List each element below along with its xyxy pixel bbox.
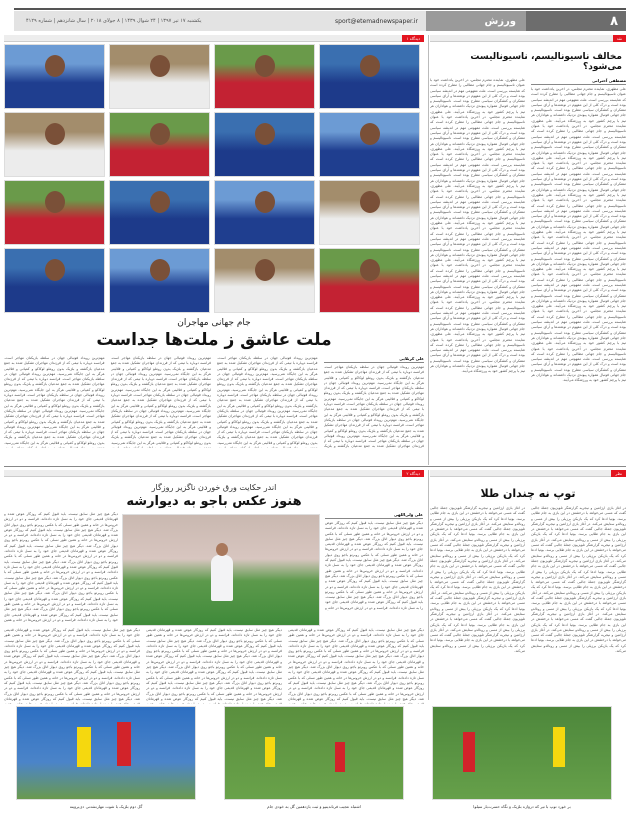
article-immigrants-text [4, 318, 424, 449]
author-name: مصطفی آخترانی [531, 78, 626, 85]
player-photo [319, 44, 420, 109]
section-tag: نقد [613, 35, 626, 42]
author-name: علی ولی‌اللهی [325, 512, 423, 519]
photo-caption: اشتباه عجیب فرناندینیو و ثبت بازدهمین گل به خودی جام [267, 804, 361, 809]
article-baggio [4, 470, 424, 513]
section-divider [4, 466, 626, 467]
match-photo-debruyne [16, 706, 196, 800]
page-number: ۸ [526, 11, 626, 31]
article-body: دیگر هیچ چیز مثل سابق نیست. باید قبول کنیم که روزگار عوض شده و قهرمانان قدیمی جای خود را به نسل تازه داده‌اند. فرانسه و دو در ارزش خروس‌ها در خانه و همین طور نسلی که با عکس روبرتو باجو روی دیوار اتاق بزرگ شد. دیگر هیچ چیز مثل سابق نیست. باید قبول کنیم که روزگار عوض شده و قهرمانان قدیمی جای خود را به نسل تازه داده‌اند. فرانسه و دو در ارزش خروس‌ها در خانه و همین طور نسلی که با عکس روبرتو باجو روی دیوار اتاق بزرگ شد. دیگر هیچ چیز مثل سابق نیست. باید قبول کنیم که روزگار عوض شده و قهرمانان قدیمی جای خود را به نسل تازه داده‌اند. فرانسه و دو در ارزش خروس‌ها در خانه و همین طور نسلی که با عکس روبرتو باجو روی دیوار اتاق بزرگ شد. دیگر هیچ چیز مثل سابق نیست. باید قبول کنیم که روزگار عوض شده و قهرمانان قدیمی جای خود را به نسل تازه داده‌اند. فرانسه و دو در ارزش خروس‌ها در خانه و همین طور نسلی که با عکس روبرتو باجو روی دیوار اتاق بزرگ شد. دیگر هیچ چیز مثل سابق نیست. باید قبول کنیم که روزگار عوض شده و قهرمانان قدیمی جای خود را به نسل تازه داده‌اند. فرانسه و دو در ارزش خروس‌ها در خانه و همین طور نسلی که با عکس روبرتو باجو روی دیوار اتاق بزرگ شد. دیگر هیچ چیز مثل سابق نیست. باید قبول کنیم که روزگار عوض شده و قهرمانان [288, 628, 424, 701]
section-tag: نظر [611, 470, 626, 477]
article-body: مهم‌ترین رویداد فوتبالی جهان در سلطه بازیکنان مهاجر است. فرانسه دوباره با تیمی که از فرزندان مهاجران تشکیل شده به جمع مدعیان بازگشته و بلژیک بدون روملو لوکاکو و کمپانی و فلائینی هرگز به این جایگاه نمی‌رسید. مهم‌ترین رویداد فوتبالی جهان در سلطه بازیکنان مهاجر است. فرانسه دوباره با تیمی که از فرزندان مهاجران تشکیل شده به جمع مدعیان بازگشته و بلژیک بدون روملو لوکاکو و کمپانی و فلائینی هرگز به این جایگاه نمی‌رسید. مهم‌ترین رویداد فوتبالی جهان در سلطه بازیکنان مهاجر است. فرانسه دوباره با تیمی که از فرزندان مهاجران تشکیل شده به جمع مدعیان بازگشته و بلژیک بدون روملو لوکاکو و کمپانی و فلائینی هرگز به این جایگاه نمی‌رسید. مهم‌ترین رویداد فوتبالی جهان در سلطه بازیکنان مهاجر است. فرانسه دوباره با تیمی که از فرزندان مهاجران تشکیل شده به جمع مدعیان بازگشته و بلژیک بدون روملو لوکاکو و کمپانی و فلائینی هرگز به این جایگاه نمی‌رسید. مهم‌ترین رویداد فوتبالی جهان در سلطه بازیکنان مهاجر است. فرانسه دوباره با تیمی که از فرزندان مهاجران تشکیل شده به جمع مدعیان بازگشته و بلژیک بدون روملو لوکاکو و کمپانی و فلائینی هرگز به این جایگاه نمی‌رسید. [110, 356, 211, 445]
player-photo [109, 180, 210, 245]
section-tag: دیدگاه ۲ [402, 470, 424, 477]
article-body: دیگر هیچ چیز مثل سابق نیست. باید قبول کنیم که روزگار عوض شده و قهرمانان قدیمی جای خود را به نسل تازه داده‌اند. فرانسه و دو در ارزش خروس‌ها در خانه و همین طور نسلی که با عکس روبرتو باجو روی دیوار اتاق بزرگ شد. دیگر هیچ چیز مثل سابق نیست. باید قبول کنیم که روزگار عوض شده و قهرمانان قدیمی جای خود را به نسل تازه داده‌اند. فرانسه و دو در ارزش خروس‌ها در خانه و همین طور نسلی که با عکس روبرتو باجو روی دیوار اتاق بزرگ شد. دیگر هیچ چیز مثل سابق نیست. باید قبول کنیم که روزگار عوض شده و قهرمانان قدیمی جای خود را به نسل تازه داده‌اند. فرانسه و دو در ارزش خروس‌ها در خانه و همین طور نسلی که با عکس روبرتو باجو روی دیوار اتاق بزرگ شد. دیگر هیچ چیز مثل سابق نیست. باید قبول کنیم که روزگار عوض شده و قهرمانان قدیمی جای خود را به نسل تازه داده‌اند. فرانسه و دو در ارزش خروس‌ها در خانه و همین طور نسلی که با عکس روبرتو باجو روی دیوار اتاق بزرگ شد. دیگر هیچ چیز مثل سابق نیست. باید قبول کنیم که روزگار عوض شده و قهرمانان قدیمی جای خود را به نسل تازه داده‌اند. فرانسه و دو در ارزش خروس‌ها در خانه و همین طور نسلی که با عکس روبرتو باجو روی دیوار اتاق بزرگ شد. دیگر هیچ چیز مثل سابق نیست. باید قبول کنیم که روزگار عوض شده و قهرمانان قدیمی جای خود را به نسل تازه داده‌اند. فرانسه و دو در ارزش خروس‌ها در خانه و همین طور نسلی که با عکس روبرتو باجو روی دیوار اتاق بزرگ شد. دیگر هیچ چیز مثل سابق نیست. باید قبول کنیم که روزگار عوض شده و قهرمانان قدیمی جای خود را به نسل تازه داده‌اند. فرانسه و دو در ارزش خروس‌ها در خانه و همین [4, 512, 118, 622]
article-immigrants [4, 35, 424, 42]
photo-caption: بر خورد توپ با تیر که دروازه بلژیک و نگاه حسرت‌بار سیلوا [473, 804, 571, 809]
article-critique [430, 35, 626, 470]
photo-caption: گل دوم بلژیک با شوت مهارنشدنی دی‌بروینه [69, 804, 143, 809]
player-photo [319, 112, 420, 177]
top-rule [14, 8, 626, 10]
player-photo [4, 248, 105, 313]
article-body: مهم‌ترین رویداد فوتبالی جهان در سلطه بازیکنان مهاجر است. فرانسه دوباره با تیمی که از فرزندان مهاجران تشکیل شده به جمع مدعیان بازگشته و بلژیک بدون روملو لوکاکو و کمپانی و فلائینی هرگز به این جایگاه نمی‌رسید. مهم‌ترین رویداد فوتبالی جهان در سلطه بازیکنان مهاجر است. فرانسه دوباره با تیمی که از فرزندان مهاجران تشکیل شده به جمع مدعیان بازگشته و بلژیک بدون روملو لوکاکو و کمپانی و فلائینی هرگز به این جایگاه نمی‌رسید. مهم‌ترین رویداد فوتبالی جهان در سلطه بازیکنان مهاجر است. فرانسه دوباره با تیمی که از فرزندان مهاجران تشکیل شده به جمع مدعیان بازگشته و بلژیک بدون روملو لوکاکو و کمپانی و فلائینی هرگز به این جایگاه نمی‌رسید. مهم‌ترین رویداد فوتبالی جهان در سلطه بازیکنان مهاجر است. فرانسه دوباره با تیمی که از فرزندان مهاجران تشکیل شده به جمع مدعیان بازگشته و بلژیک بدون روملو لوکاکو و کمپانی و فلائینی هرگز به این جایگاه نمی‌رسید. مهم‌ترین رویداد فوتبالی جهان در سلطه بازیکنان مهاجر است. فرانسه دوباره با تیمی که از فرزندان مهاجران تشکیل شده به جمع مدعیان بازگشته و بلژیک [323, 365, 424, 449]
player-photo [214, 180, 315, 245]
player-photo [214, 44, 315, 109]
player-photo [214, 112, 315, 177]
article-kicker: جام جهانی مهاجران [177, 318, 251, 328]
player-photo [4, 44, 105, 109]
article-baggio-lower [4, 628, 424, 704]
article-title: توپ نه چندان طلا [480, 487, 576, 500]
article-body: دیگر هیچ چیز مثل سابق نیست. باید قبول کنیم که روزگار عوض شده و قهرمانان قدیمی جای خود را به نسل تازه داده‌اند. فرانسه و دو در ارزش خروس‌ها در خانه و همین طور نسلی که با عکس روبرتو باجو روی دیوار اتاق بزرگ شد. دیگر هیچ چیز مثل سابق نیست. باید قبول کنیم که روزگار عوض شده و قهرمانان قدیمی جای خود را به نسل تازه داده‌اند. فرانسه و دو در ارزش خروس‌ها در خانه و همین طور نسلی که با عکس روبرتو باجو روی دیوار اتاق بزرگ شد. دیگر هیچ چیز مثل سابق نیست. باید قبول کنیم که روزگار عوض شده و قهرمانان قدیمی جای خود را به نسل تازه داده‌اند. فرانسه و دو در ارزش خروس‌ها در خانه و همین طور نسلی که با عکس روبرتو باجو روی دیوار اتاق بزرگ شد. دیگر هیچ چیز مثل سابق نیست. باید قبول کنیم که روزگار عوض شده و قهرمانان قدیمی جای خود را به نسل تازه داده‌اند. فرانسه و دو در ارزش خروس‌ها در خانه و همین طور نسلی که با عکس روبرتو باجو روی دیوار اتاق بزرگ شد. دیگر هیچ چیز مثل سابق نیست. باید قبول کنیم که روزگار عوض شده و قهرمانان قدیمی جای خود را به نسل تازه داده‌اند. فرانسه و دو در ارزش خروس‌ها در خانه و همین طور نسلی که با عکس روبرتو باجو روی دیوار اتاق بزرگ شد. دیگر هیچ چیز مثل سابق نیست. باید قبول کنیم که روزگار عوض شده و قهرمانان [146, 628, 282, 701]
article-body: در آغاز بازی آرژانتین و نیجریه گزارشگر تلویزیون جملهٔ جالبی گفت که مسی می‌خواهد با درخشش در این بازی به جام طلایی برسد. بوتیا ادعا کرد که یک بازیکن برزیلی را بیش از مسی و رونالدو ستایش می‌کند. در آغاز بازی آرژانتین و نیجریه گزارشگر تلویزیون جملهٔ جالبی گفت که مسی می‌خواهد با درخشش در این بازی به جام طلایی برسد. بوتیا ادعا کرد که یک بازیکن برزیلی را بیش از مسی و رونالدو ستایش می‌کند. در آغاز بازی آرژانتین و نیجریه گزارشگر تلویزیون جملهٔ جالبی گفت که مسی می‌خواهد با درخشش در این بازی به جام طلایی برسد. بوتیا ادعا کرد که یک بازیکن برزیلی را بیش از مسی و رونالدو ستایش می‌کند. در آغاز بازی آرژانتین و نیجریه گزارشگر تلویزیون جملهٔ جالبی گفت که مسی می‌خواهد با درخشش در این بازی به جام طلایی برسد. بوتیا ادعا کرد که یک بازیکن برزیلی را بیش از مسی و رونالدو ستایش می‌کند. در آغاز بازی آرژانتین و نیجریه گزارشگر تلویزیون جملهٔ جالبی گفت که مسی می‌خواهد با درخشش در این بازی به جام طلایی برسد. بوتیا ادعا کرد که یک بازیکن برزیلی را بیش از مسی و رونالدو ستایش می‌کند. در آغاز بازی آرژانتین و نیجریه گزارشگر تلویزیون جملهٔ جالبی گفت که مسی می‌خواهد با درخشش در این بازی به جام طلایی برسد. بوتیا ادعا کرد که یک بازیکن برزیلی را بیش از مسی و رونالدو ستایش می‌کند. در آغاز بازی آرژانتین و نیجریه گزارشگر تلویزیون جملهٔ جالبی گفت که مسی می‌خواهد با درخشش در این بازی به جام طلایی برسد. بوتیا ادعا کرد که یک بازیکن برزیلی را بیش از مسی و رونالدو ستایش می‌کند. در آغاز بازی آرژانتین و نیجریه گزارشگر تلویزیون جملهٔ جالبی گفت که مسی می‌خواهد با درخشش در این بازی به جام طلایی برسد. بوتیا ادعا کرد که یک بازیکن برزیلی را بیش از مسی و رونالدو ستایش می‌کند. [430, 506, 525, 654]
player-photo [109, 112, 210, 177]
article-kicker: اندر حکایت ورق خوردن ناگزیر روزگار [151, 483, 277, 492]
section-tag: دیدگاه ۱ [402, 35, 424, 42]
player-photo [319, 180, 420, 245]
player-photo [319, 248, 420, 313]
player-photo [214, 248, 315, 313]
article-ball-not-so-gold [430, 470, 626, 711]
article-body: در آغاز بازی آرژانتین و نیجریه گزارشگر تلویزیون جملهٔ جالبی گفت که مسی می‌خواهد با درخشش در این بازی به جام طلایی برسد. بوتیا ادعا کرد که یک بازیکن برزیلی را بیش از مسی و رونالدو ستایش می‌کند. در آغاز بازی آرژانتین و نیجریه گزارشگر تلویزیون جملهٔ جالبی گفت که مسی می‌خواهد با درخشش در این بازی به جام طلایی برسد. بوتیا ادعا کرد که یک بازیکن برزیلی را بیش از مسی و رونالدو ستایش می‌کند. در آغاز بازی آرژانتین و نیجریه گزارشگر تلویزیون جملهٔ جالبی گفت که مسی می‌خواهد با درخشش در این بازی به جام طلایی برسد. بوتیا ادعا کرد که یک بازیکن برزیلی را بیش از مسی و رونالدو ستایش می‌کند. در آغاز بازی آرژانتین و نیجریه گزارشگر تلویزیون جملهٔ جالبی گفت که مسی می‌خواهد با درخشش در این بازی به جام طلایی برسد. بوتیا ادعا کرد که یک بازیکن برزیلی را بیش از مسی و رونالدو ستایش می‌کند. در آغاز بازی آرژانتین و نیجریه گزارشگر تلویزیون جملهٔ جالبی گفت که مسی می‌خواهد با درخشش در این بازی به جام طلایی برسد. بوتیا ادعا کرد که یک بازیکن برزیلی را بیش از مسی و رونالدو ستایش می‌کند. در آغاز بازی آرژانتین و نیجریه گزارشگر تلویزیون جملهٔ جالبی گفت که مسی می‌خواهد با درخشش در این بازی به جام طلایی برسد. بوتیا ادعا کرد که یک بازیکن برزیلی را بیش از مسی و رونالدو ستایش می‌کند. در آغاز بازی آرژانتین و نیجریه گزارشگر تلویزیون جملهٔ جالبی گفت که مسی می‌خواهد با درخشش در این بازی به جام طلایی برسد. بوتیا ادعا کرد که یک بازیکن برزیلی را بیش از مسی و رونالدو ستایش می‌کند. در آغاز بازی آرژانتین و نیجریه گزارشگر تلویزیون جملهٔ جالبی گفت که مسی می‌خواهد با درخشش در این بازی به جام طلایی برسد. بوتیا ادعا کرد که یک بازیکن برزیلی را بیش از مسی و رونالدو ستایش می‌کند. [531, 506, 626, 654]
page-header [14, 11, 626, 31]
player-photo [4, 112, 105, 177]
player-photo [109, 248, 210, 313]
baggio-photo [122, 514, 320, 626]
section-email[interactable]: sport@etemadnewspaper.ir [335, 17, 418, 25]
author-name: علی کربلایی [324, 356, 425, 363]
article-title: ملت عاشق ز ملت‌ها جداست [96, 330, 332, 350]
match-photo-post [432, 706, 612, 800]
section-name: ورزش [426, 11, 526, 31]
column-divider [428, 470, 429, 700]
article-body: دیگر هیچ چیز مثل سابق نیست. باید قبول کنیم که روزگار عوض شده و قهرمانان قدیمی جای خود را به نسل تازه داده‌اند. فرانسه و دو در ارزش خروس‌ها در خانه و همین طور نسلی که با عکس روبرتو باجو روی دیوار اتاق بزرگ شد. دیگر هیچ چیز مثل سابق نیست. باید قبول کنیم که روزگار عوض شده و قهرمانان قدیمی جای خود را به نسل تازه داده‌اند. فرانسه و دو در ارزش خروس‌ها در خانه و همین طور نسلی که با عکس روبرتو باجو روی دیوار اتاق بزرگ شد. دیگر هیچ چیز مثل سابق نیست. باید قبول کنیم که روزگار عوض شده و قهرمانان قدیمی جای خود را به نسل تازه داده‌اند. فرانسه و دو در ارزش خروس‌ها در خانه و همین طور نسلی که با عکس روبرتو باجو روی دیوار اتاق بزرگ شد. دیگر هیچ چیز مثل سابق نیست. باید قبول کنیم که روزگار عوض شده و قهرمانان قدیمی جای خود را به نسل تازه داده‌اند. فرانسه و دو در ارزش خروس‌ها در خانه و همین طور نسلی که با عکس روبرتو باجو روی دیوار اتاق بزرگ شد. دیگر هیچ چیز مثل سابق نیست. باید قبول کنیم که روزگار عوض شده و قهرمانان قدیمی جای خود را به نسل تازه داده‌اند. فرانسه و دو در ارزش خروس‌ها در خانه و [325, 521, 423, 610]
article-body: علی مطهری، نماینده محترم مجلس، در آخرین یادداشت خود با عنوان ناسیونالیسم و جام جهانی مطالبی را مطرح کرده است که شایسته بررسی است. ملت مفهومی مهم در اندیشه سیاسی بوده است و درک کلی از این مفهوم در نوشته‌ها و آرای سیاسی متفکران و کنشگران سیاسی مطرح بوده است. ناسیونالیسم و جام جهانی فوتبال همواره پیوندی نزدیک داشته‌اند و هواداران هر تیم با پرچم کشور خود به ورزشگاه می‌آیند. علی مطهری، نماینده محترم مجلس، در آخرین یادداشت خود با عنوان ناسیونالیسم و جام جهانی مطالبی را مطرح کرده است که شایسته بررسی است. ملت مفهومی مهم در اندیشه سیاسی بوده است و درک کلی از این مفهوم در نوشته‌ها و آرای سیاسی متفکران و کنشگران سیاسی مطرح بوده است. ناسیونالیسم و جام جهانی فوتبال همواره پیوندی نزدیک داشته‌اند و هواداران هر تیم با پرچم کشور خود به ورزشگاه می‌آیند. علی مطهری، نماینده محترم مجلس، در آخرین یادداشت خود با عنوان ناسیونالیسم و جام جهانی مطالبی را مطرح کرده است که شایسته بررسی است. ملت مفهومی مهم در اندیشه سیاسی بوده است و درک کلی از این مفهوم در نوشته‌ها و آرای سیاسی متفکران و کنشگران سیاسی مطرح بوده است. ناسیونالیسم و جام جهانی فوتبال همواره پیوندی نزدیک داشته‌اند و هواداران هر تیم با پرچم کشور خود به ورزشگاه می‌آیند. علی مطهری، نماینده محترم مجلس، در آخرین یادداشت خود با عنوان ناسیونالیسم و جام جهانی مطالبی را مطرح کرده است که شایسته بررسی است. ملت مفهومی مهم در اندیشه سیاسی بوده است و درک کلی از این مفهوم در نوشته‌ها و آرای سیاسی متفکران و کنشگران سیاسی مطرح بوده است. ناسیونالیسم و جام جهانی فوتبال همواره پیوندی نزدیک داشته‌اند و هواداران هر تیم با پرچم کشور خود به ورزشگاه می‌آیند. علی مطهری، نماینده محترم مجلس، در آخرین یادداشت خود با عنوان ناسیونالیسم و جام جهانی مطالبی را مطرح کرده است که شایسته بررسی است. ملت مفهومی مهم در اندیشه سیاسی بوده است و درک کلی از این مفهوم در نوشته‌ها و آرای سیاسی متفکران و کنشگران سیاسی مطرح بوده است. ناسیونالیسم و جام جهانی فوتبال همواره پیوندی نزدیک داشته‌اند و هواداران هر تیم با پرچم کشور خود به ورزشگاه می‌آیند. علی مطهری، نماینده محترم مجلس، در آخرین یادداشت خود با عنوان ناسیونالیسم و جام جهانی مطالبی را مطرح کرده است که شایسته بررسی است. ملت مفهومی مهم در اندیشه سیاسی بوده است و درک کلی از این مفهوم در نوشته‌ها و آرای سیاسی متفکران و کنشگران سیاسی مطرح بوده است. ناسیونالیسم و جام جهانی فوتبال همواره پیوندی نزدیک داشته‌اند و هواداران هر تیم با پرچم کشور خود به ورزشگاه می‌آیند. علی مطهری، نماینده محترم مجلس، در آخرین یادداشت خود با عنوان ناسیونالیسم و جام جهانی مطالبی را مطرح کرده است که شایسته بررسی است. ملت مفهومی مهم در اندیشه سیاسی بوده است و درک کلی از این مفهوم در نوشته‌ها و آرای سیاسی متفکران و کنشگران سیاسی مطرح بوده است. ناسیونالیسم و جام جهانی فوتبال همواره پیوندی نزدیک داشته‌اند و هواداران هر تیم با پرچم کشور خود به ورزشگاه می‌آیند. علی مطهری، نماینده محترم مجلس، در آخرین یادداشت خود با عنوان ناسیونالیسم و جام جهانی مطالبی را مطرح کرده است که شایسته بررسی است. ملت مفهومی مهم در اندیشه سیاسی بوده است و درک کلی از این مفهوم در نوشته‌ها و آرای سیاسی متفکران و کنشگران سیاسی مطرح بوده است. ناسیونالیسم و جام جهانی فوتبال همواره پیوندی نزدیک داشته‌اند و هواداران هر تیم با پرچم کشور خود به ورزشگاه می‌آیند. [531, 87, 626, 383]
article-baggio-col [325, 512, 423, 611]
article-body: دیگر هیچ چیز مثل سابق نیست. باید قبول کنیم که روزگار عوض شده و قهرمانان قدیمی جای خود را به نسل تازه داده‌اند. فرانسه و دو در ارزش خروس‌ها در خانه و همین طور نسلی که با عکس روبرتو باجو روی دیوار اتاق بزرگ شد. دیگر هیچ چیز مثل سابق نیست. باید قبول کنیم که روزگار عوض شده و قهرمانان قدیمی جای خود را به نسل تازه داده‌اند. فرانسه و دو در ارزش خروس‌ها در خانه و همین طور نسلی که با عکس روبرتو باجو روی دیوار اتاق بزرگ شد. دیگر هیچ چیز مثل سابق نیست. باید قبول کنیم که روزگار عوض شده و قهرمانان قدیمی جای خود را به نسل تازه داده‌اند. فرانسه و دو در ارزش خروس‌ها در خانه و همین طور نسلی که با عکس روبرتو باجو روی دیوار اتاق بزرگ شد. دیگر هیچ چیز مثل سابق نیست. باید قبول کنیم که روزگار عوض شده و قهرمانان قدیمی جای خود را به نسل تازه داده‌اند. فرانسه و دو در ارزش خروس‌ها در خانه و همین طور نسلی که با عکس روبرتو باجو روی دیوار اتاق بزرگ شد. دیگر هیچ چیز مثل سابق نیست. باید قبول کنیم که روزگار عوض شده و قهرمانان قدیمی جای خود را به نسل تازه داده‌اند. فرانسه و دو در ارزش خروس‌ها در خانه و همین طور نسلی که با عکس روبرتو باجو روی دیوار اتاق بزرگ شد. دیگر هیچ چیز مثل سابق نیست. باید قبول کنیم که روزگار عوض شده و قهرمانان [4, 628, 140, 701]
player-photo [109, 44, 210, 109]
column-divider [428, 35, 429, 465]
article-baggio-col [4, 512, 118, 622]
article-body: مهم‌ترین رویداد فوتبالی جهان در سلطه بازیکنان مهاجر است. فرانسه دوباره با تیمی که از فرزندان مهاجران تشکیل شده به جمع مدعیان بازگشته و بلژیک بدون روملو لوکاکو و کمپانی و فلائینی هرگز به این جایگاه نمی‌رسید. مهم‌ترین رویداد فوتبالی جهان در سلطه بازیکنان مهاجر است. فرانسه دوباره با تیمی که از فرزندان مهاجران تشکیل شده به جمع مدعیان بازگشته و بلژیک بدون روملو لوکاکو و کمپانی و فلائینی هرگز به این جایگاه نمی‌رسید. مهم‌ترین رویداد فوتبالی جهان در سلطه بازیکنان مهاجر است. فرانسه دوباره با تیمی که از فرزندان مهاجران تشکیل شده به جمع مدعیان بازگشته و بلژیک بدون روملو لوکاکو و کمپانی و فلائینی هرگز به این جایگاه نمی‌رسید. مهم‌ترین رویداد فوتبالی جهان در سلطه بازیکنان مهاجر است. فرانسه دوباره با تیمی که از فرزندان مهاجران تشکیل شده به جمع مدعیان بازگشته و بلژیک بدون روملو لوکاکو و کمپانی و فلائینی هرگز به این جایگاه نمی‌رسید. مهم‌ترین رویداد فوتبالی جهان در سلطه بازیکنان مهاجر است. فرانسه دوباره با تیمی که از فرزندان مهاجران تشکیل شده به جمع مدعیان بازگشته و بلژیک بدون روملو لوکاکو و کمپانی و فلائینی هرگز به این جایگاه نمی‌رسید. [4, 356, 105, 445]
article-title: هنوز عکس باجو به دیوارشه [126, 494, 302, 509]
article-title: مخالف ناسیونالیسم، ناسیونالیست می‌شود؟ [470, 52, 622, 72]
article-body: مهم‌ترین رویداد فوتبالی جهان در سلطه بازیکنان مهاجر است. فرانسه دوباره با تیمی که از فرزندان مهاجران تشکیل شده به جمع مدعیان بازگشته و بلژیک بدون روملو لوکاکو و کمپانی و فلائینی هرگز به این جایگاه نمی‌رسید. مهم‌ترین رویداد فوتبالی جهان در سلطه بازیکنان مهاجر است. فرانسه دوباره با تیمی که از فرزندان مهاجران تشکیل شده به جمع مدعیان بازگشته و بلژیک بدون روملو لوکاکو و کمپانی و فلائینی هرگز به این جایگاه نمی‌رسید. مهم‌ترین رویداد فوتبالی جهان در سلطه بازیکنان مهاجر است. فرانسه دوباره با تیمی که از فرزندان مهاجران تشکیل شده به جمع مدعیان بازگشته و بلژیک بدون روملو لوکاکو و کمپانی و فلائینی هرگز به این جایگاه نمی‌رسید. مهم‌ترین رویداد فوتبالی جهان در سلطه بازیکنان مهاجر است. فرانسه دوباره با تیمی که از فرزندان مهاجران تشکیل شده به جمع مدعیان بازگشته و بلژیک بدون روملو لوکاکو و کمپانی و فلائینی هرگز به این جایگاه نمی‌رسید. مهم‌ترین رویداد فوتبالی جهان در سلطه بازیکنان مهاجر است. فرانسه دوباره با تیمی که از فرزندان مهاجران تشکیل شده به جمع مدعیان بازگشته و بلژیک بدون روملو لوکاکو و کمپانی و فلائینی هرگز به این جایگاه نمی‌رسید. [217, 356, 318, 445]
article-body-col2: علی مطهری، نماینده محترم مجلس، در آخرین یادداشت خود با عنوان ناسیونالیسم و جام جهانی مطالبی را مطرح کرده است که شایسته بررسی است. ملت مفهومی مهم در اندیشه سیاسی بوده است و درک کلی از این مفهوم در نوشته‌ها و آرای سیاسی متفکران و کنشگران سیاسی مطرح بوده است. ناسیونالیسم و جام جهانی فوتبال همواره پیوندی نزدیک داشته‌اند و هواداران هر تیم با پرچم کشور خود به ورزشگاه می‌آیند. علی مطهری، نماینده محترم مجلس، در آخرین یادداشت خود با عنوان ناسیونالیسم و جام جهانی مطالبی را مطرح کرده است که شایسته بررسی است. ملت مفهومی مهم در اندیشه سیاسی بوده است و درک کلی از این مفهوم در نوشته‌ها و آرای سیاسی متفکران و کنشگران سیاسی مطرح بوده است. ناسیونالیسم و جام جهانی فوتبال همواره پیوندی نزدیک داشته‌اند و هواداران هر تیم با پرچم کشور خود به ورزشگاه می‌آیند. علی مطهری، نماینده محترم مجلس، در آخرین یادداشت خود با عنوان ناسیونالیسم و جام جهانی مطالبی را مطرح کرده است که شایسته بررسی است. ملت مفهومی مهم در اندیشه سیاسی بوده است و درک کلی از این مفهوم در نوشته‌ها و آرای سیاسی متفکران و کنشگران سیاسی مطرح بوده است. ناسیونالیسم و جام جهانی فوتبال همواره پیوندی نزدیک داشته‌اند و هواداران هر تیم با پرچم کشور خود به ورزشگاه می‌آیند. علی مطهری، نماینده محترم مجلس، در آخرین یادداشت خود با عنوان ناسیونالیسم و جام جهانی مطالبی را مطرح کرده است که شایسته بررسی است. ملت مفهومی مهم در اندیشه سیاسی بوده است و درک کلی از این مفهوم در نوشته‌ها و آرای سیاسی متفکران و کنشگران سیاسی مطرح بوده است. ناسیونالیسم و جام جهانی فوتبال همواره پیوندی نزدیک داشته‌اند و هواداران هر تیم با پرچم کشور خود به ورزشگاه می‌آیند. علی مطهری، نماینده محترم مجلس، در آخرین یادداشت خود با عنوان ناسیونالیسم و جام جهانی مطالبی را مطرح کرده است که شایسته بررسی است. ملت مفهومی مهم در اندیشه سیاسی بوده است و درک کلی از این مفهوم در نوشته‌ها و آرای سیاسی متفکران و کنشگران سیاسی مطرح بوده است. ناسیونالیسم و جام جهانی فوتبال همواره پیوندی نزدیک داشته‌اند و هواداران هر تیم با پرچم کشور خود به ورزشگاه می‌آیند. علی مطهری، نماینده محترم مجلس، در آخرین یادداشت خود با عنوان ناسیونالیسم و جام جهانی مطالبی را مطرح کرده است که شایسته بررسی است. ملت مفهومی مهم در اندیشه سیاسی بوده است و درک کلی از این مفهوم در نوشته‌ها و آرای سیاسی متفکران و کنشگران سیاسی مطرح بوده است. ناسیونالیسم و جام جهانی فوتبال همواره پیوندی نزدیک داشته‌اند و هواداران هر تیم با پرچم کشور خود به ورزشگاه می‌آیند. علی مطهری، نماینده محترم مجلس، در آخرین یادداشت خود با عنوان ناسیونالیسم و جام جهانی مطالبی را مطرح کرده است که شایسته بررسی است. ملت مفهومی مهم در اندیشه سیاسی بوده است و درک کلی از این مفهوم در نوشته‌ها و آرای سیاسی متفکران و کنشگران سیاسی مطرح بوده است. ناسیونالیسم و جام جهانی فوتبال همواره پیوندی نزدیک داشته‌اند و هواداران هر تیم با پرچم کشور خود به ورزشگاه می‌آیند. علی مطهری، نماینده محترم مجلس، در آخرین یادداشت خود با عنوان ناسیونالیسم و جام جهانی مطالبی را مطرح کرده است که شایسته بررسی است. ملت مفهومی مهم در اندیشه سیاسی بوده است و درک کلی از این مفهوم در نوشته‌ها و آرای سیاسی متفکران و کنشگران سیاسی مطرح بوده است. ناسیونالیسم و جام جهانی فوتبال همواره پیوندی نزدیک داشته‌اند و هواداران هر تیم با پرچم کشور خود به ورزشگاه می‌آیند. [430, 78, 525, 374]
match-photo-owngoal [224, 706, 404, 800]
player-photo [4, 180, 105, 245]
date-line: یکشنبه ۱۷ تیر ۱۳۹۷ | ۲۴ شوال ۱۴۳۹ | ۸ جولای ۲۰۱۸ | سال شانزدهم | شماره ۴۱۲۹ [26, 18, 202, 24]
